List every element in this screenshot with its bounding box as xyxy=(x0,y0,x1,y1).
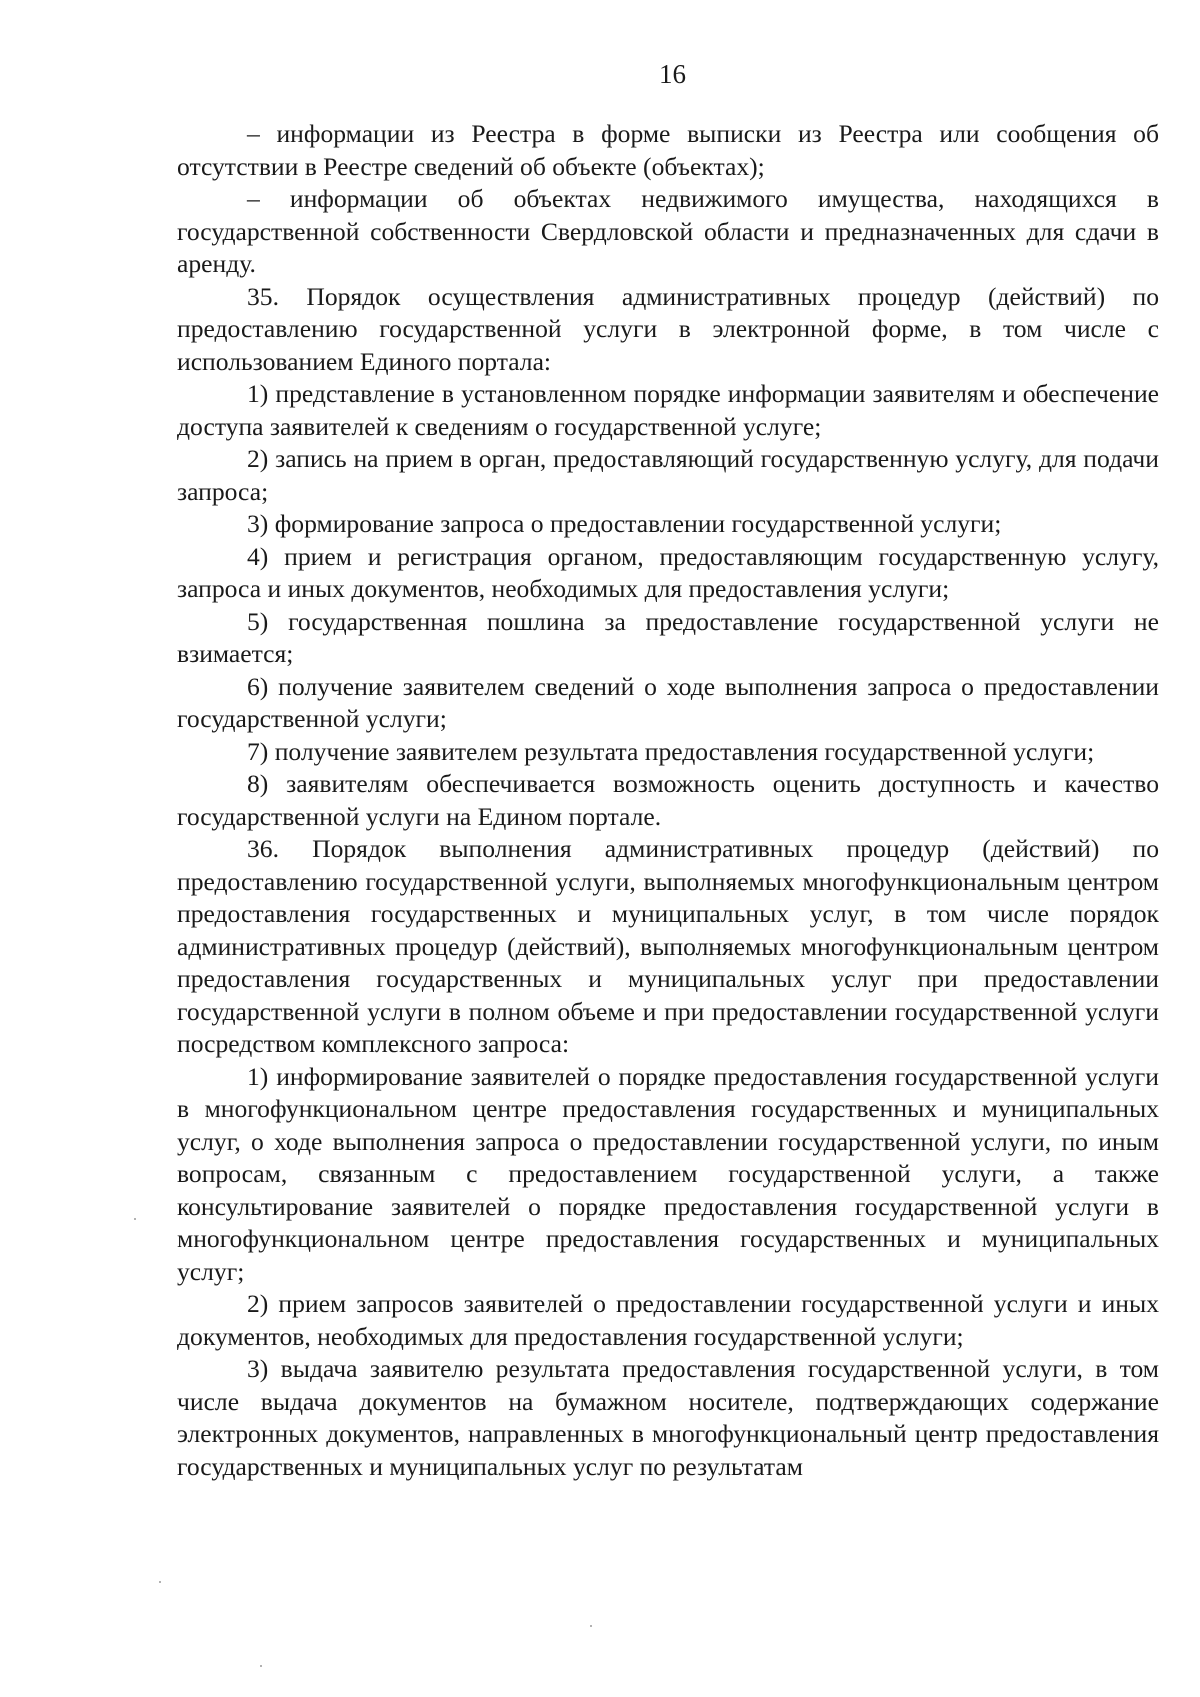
clause-35-item-3: 3) формирование запроса о предоставлении государственной услуги; xyxy=(247,509,1002,538)
clause-35-item-2: 2) запись на прием в орган, предоставляющий государственную услугу, для подачи запроса; xyxy=(177,444,1159,506)
list-item-registry-info: – информации из Реестра в форме выписки из Реестра или сообщения об отсутствии в Реестре сведений об объекте (объектах); xyxy=(177,119,1159,181)
page-number: 16 xyxy=(659,59,686,89)
scan-speck xyxy=(590,1625,592,1627)
clause-35-item-4: 4) прием и регистрация органом, предоставляющим государственную услугу, запроса и иных документов, необходимых для предоставления услуги; xyxy=(177,541,1159,603)
clause-36-item-3: 3) выдача заявителю результата предоставления государственной услуги, в том числе выдача документов на бумажном носителе, подтверждающих содержание электронных документов, направленных в многофункциональный центр предоставления государственных и муниципальных услуг по результатам xyxy=(177,1354,1159,1481)
scan-speck xyxy=(134,1218,136,1220)
clause-35: 35. Порядок осуществления административных процедур (действий) по предоставлению государственной услуги в электронной форме, в том числе с использованием Единого портала: xyxy=(177,281,1159,376)
clause-35-item-5: 5) государственная пошлина за предоставление государственной услуги не взимается; xyxy=(177,606,1159,668)
clause-36: 36. Порядок выполнения административных процедур (действий) по предоставлению государственной услуги, выполняемых многофункциональным центром предоставления государственных и муниципальных услуг, в том числе порядок административных процедур (действий), выполняемых многофункциональным центром предоставления государственных и муниципальных услуг при предоставлении государственной услуги в полном объеме и при предоставлении государственной услуги посредством комплексного запроса: xyxy=(177,834,1159,1058)
clause-35-item-7: 7) получение заявителем результата предоставления государственной услуги; xyxy=(247,736,1095,766)
clause-36-item-1: 1) информирование заявителей о порядке предоставления государственной услуги в многофункциональном центре предоставления государственных и муниципальных услуг, о ходе выполнения запроса о предоставлении государственной услуги, по иным вопросам, связанным с предоставлением государственной услуги, а также консультирование заявителей о порядке предоставления государственной услуги в многофункциональном центре предоставления государственных и муниципальных услуг; xyxy=(177,1061,1159,1286)
scan-speck xyxy=(260,1665,262,1667)
document-body xyxy=(177,118,1159,1483)
clause-35-item-1: 1) представление в установленном порядке информации заявителям и обеспечение доступа заявителей к сведениям о государственной услуге; xyxy=(177,379,1159,441)
clause-35-item-6: 6) получение заявителем сведений о ходе выполнения запроса о предоставлении государственной услуги; xyxy=(177,671,1159,733)
scan-speck xyxy=(159,1581,161,1583)
clause-36-item-2: 2) прием запросов заявителей о предоставлении государственной услуги и иных документов, необходимых для предоставления государственной услуги; xyxy=(177,1289,1159,1351)
list-item-real-estate-info: – информации об объектах недвижимого имущества, находящихся в государственной собственности Свердловской области и предназначенных для сдачи в аренду. xyxy=(177,184,1159,278)
clause-35-item-8: 8) заявителям обеспечивается возможность оценить доступность и качество государственной услуги на Едином портале. xyxy=(177,769,1159,831)
